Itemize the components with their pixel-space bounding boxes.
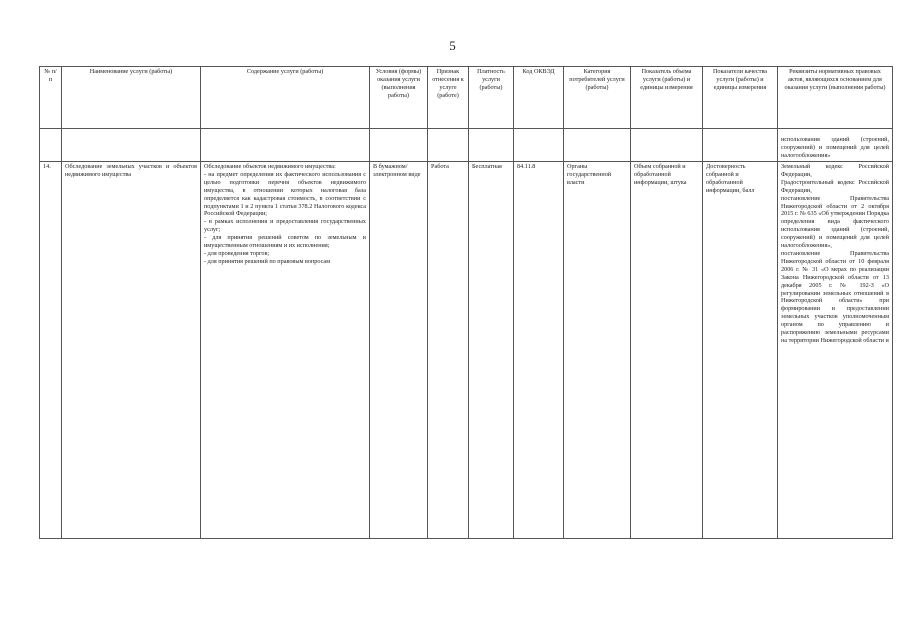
table-row-continued [40, 129, 893, 162]
payment-cell: Бесплатная [469, 162, 514, 539]
content-line: - для принятия решений по правовым вопросам [204, 257, 331, 265]
table-header-row [40, 67, 893, 129]
service-name-cell: Обследование земельных участков и объектов недвижимого имущества [62, 162, 201, 539]
header-legal-acts: Реквизиты нормативных правовых актов, являющихся основанием для оказания услуги (выполнения работы) [778, 67, 893, 129]
attribute-cell: Работа [428, 162, 469, 539]
legal-acts-continued-cell: использования зданий (строений, сооружений) и помещений для целей налогообложения» [778, 129, 893, 162]
legal-acts-cell [778, 162, 893, 539]
header-service-content: Содержание услуги (работы) [201, 67, 370, 129]
header-number: № п/п [40, 67, 62, 129]
okved-cell: 84.11.8 [514, 162, 564, 539]
content-line: - для проведения торгов; [204, 249, 270, 257]
content-line: - на предмет определения их фактического использования с целью подготовки перечня объектов недвижимого имущества, в отношении которых налоговая база определяется как кадастровая стоимость, в соответствии с подпунктами 1 и 2 пункта 1 статьи 378.2 Налогового кодекса Российской Федерации; [204, 170, 366, 218]
content-line: - в рамках исполнения и предоставления государственных услуг; [204, 218, 366, 234]
table-row [40, 162, 893, 539]
header-volume: Показатель объема услуги (работы) и единицы измерения [631, 67, 703, 129]
content-line: Обследование объектов недвижимого имущества: [204, 163, 336, 170]
header-payment: Платность услуги (работы) [469, 67, 514, 129]
header-quality: Показатели качества услуги (работы) и единицы измерения [703, 67, 778, 129]
header-conditions: Условия (формы) оказания услуги (выполнения работы) [370, 67, 428, 129]
header-okved: Код ОКВЭД [514, 67, 564, 129]
row-number-cell: 14. [40, 162, 62, 539]
services-registry-table [39, 66, 893, 539]
volume-cell: Объем собранной и обработанной информации, штука [631, 162, 703, 539]
legal-act: Земельный кодекс Российской Федерации, [781, 163, 889, 178]
legal-act: постановление Правительства Нижегородской области от 2 октября 2015 г. № 635 «Об утверждении Порядка определения вида фактического использования зданий (строений, сооружений) и помещений для целей налогообложения», [781, 194, 889, 250]
header-service-name: Наименование услуги (работы) [62, 67, 201, 129]
legal-act: Градостроительный кодекс Российской Федерации, [781, 178, 889, 194]
page-number: 5 [449, 38, 456, 53]
legal-act: постановление Правительства Нижегородской области от 10 февраля 2006 г. № 31 «О мерах по реализации Закона Нижегородской области от 13 декабря 2005 г. № 192-З «О регулировании земельных отношений в Нижегородской области» при формировании и предоставлении земельных участков уполномоченным органом по управлению и распоряжению земельными ресурсами на территории Нижегородской области и [781, 249, 889, 344]
service-content-cell [201, 162, 370, 539]
quality-cell: Достоверность собранной и обработанной информации, балл [703, 162, 778, 539]
header-consumers: Категория потребителей услуги (работы) [564, 67, 631, 129]
conditions-cell: В бумажном/ электронном виде [370, 162, 428, 539]
consumers-cell: Органы государственной власти [564, 162, 631, 539]
header-attribute: Признак отнесения к услуге (работе) [428, 67, 469, 129]
content-line: - для принятия решений советом по земельным и имущественным отношениям и их исполнения; [204, 234, 366, 250]
